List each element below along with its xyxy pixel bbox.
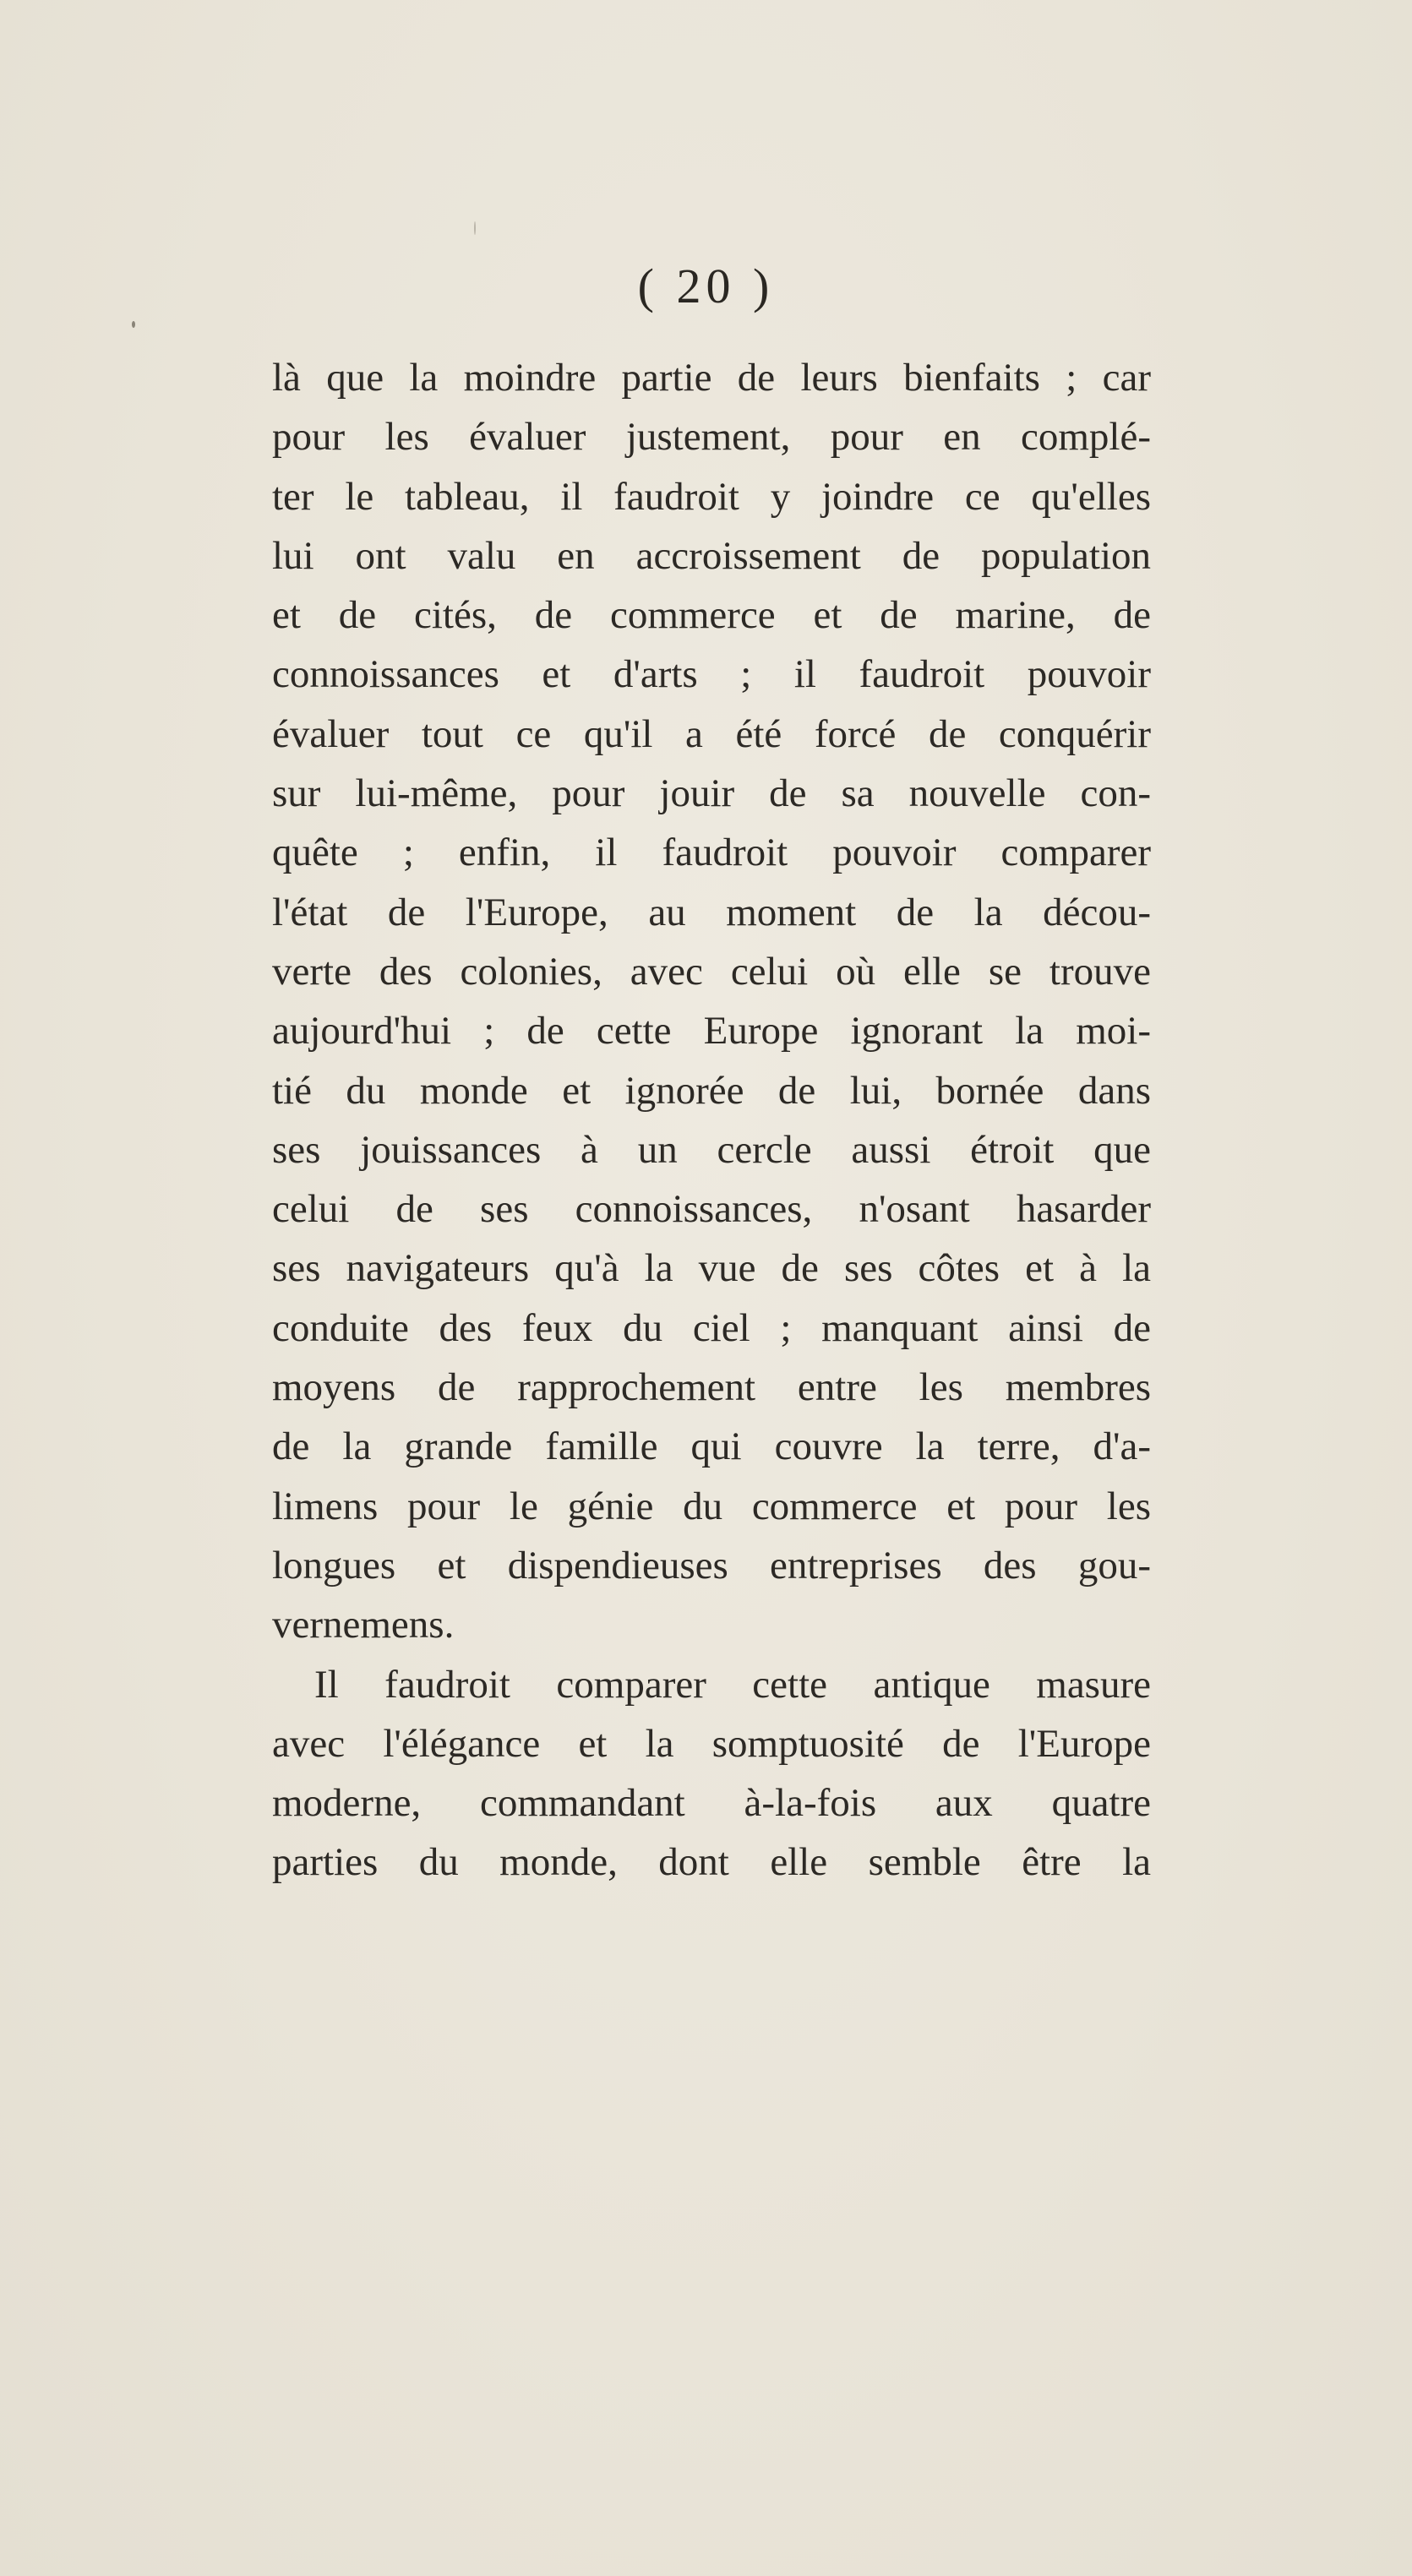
text-line: quête ; enfin, il faudroit pouvoir comparer bbox=[272, 831, 1151, 875]
ink-speck bbox=[474, 221, 476, 235]
text-line: sur lui-même, pour jouir de sa nouvelle con- bbox=[272, 771, 1151, 816]
text-line: conduite des feux du ciel ; manquant ainsi de bbox=[272, 1305, 1151, 1350]
text-line: limens pour le génie du commerce et pour les bbox=[272, 1484, 1151, 1528]
text-line: moderne, commandant à-la-fois aux quatre bbox=[272, 1781, 1151, 1826]
page-number: ( 20 ) bbox=[637, 259, 775, 313]
text-line: pour les évaluer justement, pour en complé- bbox=[272, 415, 1151, 460]
text-line: là que la moindre partie de leurs bienfaits ; car bbox=[272, 356, 1151, 400]
text-line: celui de ses connoissances, n'osant hasarder bbox=[272, 1187, 1151, 1232]
text-line: vernemens. bbox=[272, 1603, 455, 1647]
text-line: aujourd'hui ; de cette Europe ignorant la moi- bbox=[272, 1009, 1151, 1054]
text-line: longues et dispendieuses entreprises des gou- bbox=[272, 1543, 1151, 1588]
text-line: avec l'élégance et la somptuosité de l'Europe bbox=[272, 1721, 1151, 1766]
text-line: lui ont valu en accroissement de population bbox=[272, 533, 1151, 578]
text-line: ses navigateurs qu'à la vue de ses côtes et à la bbox=[272, 1246, 1151, 1291]
text-line: ses jouissances à un cercle aussi étroit que bbox=[272, 1127, 1151, 1172]
text-line: l'état de l'Europe, au moment de la décou- bbox=[272, 890, 1151, 934]
text-line: parties du monde, dont elle semble être la bbox=[272, 1840, 1151, 1885]
text-line: ter le tableau, il faudroit y joindre ce qu'elles bbox=[272, 474, 1151, 519]
text-line: de la grande famille qui couvre la terre, d'a- bbox=[272, 1424, 1151, 1469]
text-line: tié du monde et ignorée de lui, bornée dans bbox=[272, 1068, 1151, 1113]
text-line: et de cités, de commerce et de marine, de bbox=[272, 593, 1151, 638]
text-line: moyens de rapprochement entre les membres bbox=[272, 1365, 1151, 1410]
body-text bbox=[272, 348, 1151, 1893]
text-line: verte des colonies, avec celui où elle se trouve bbox=[272, 949, 1151, 994]
text-line: Il faudroit comparer cette antique masure bbox=[314, 1662, 1151, 1707]
text-line: connoissances et d'arts ; il faudroit pouvoir bbox=[272, 652, 1151, 697]
ink-speck bbox=[132, 321, 135, 328]
text-line: évaluer tout ce qu'il a été forcé de conquérir bbox=[272, 711, 1151, 756]
